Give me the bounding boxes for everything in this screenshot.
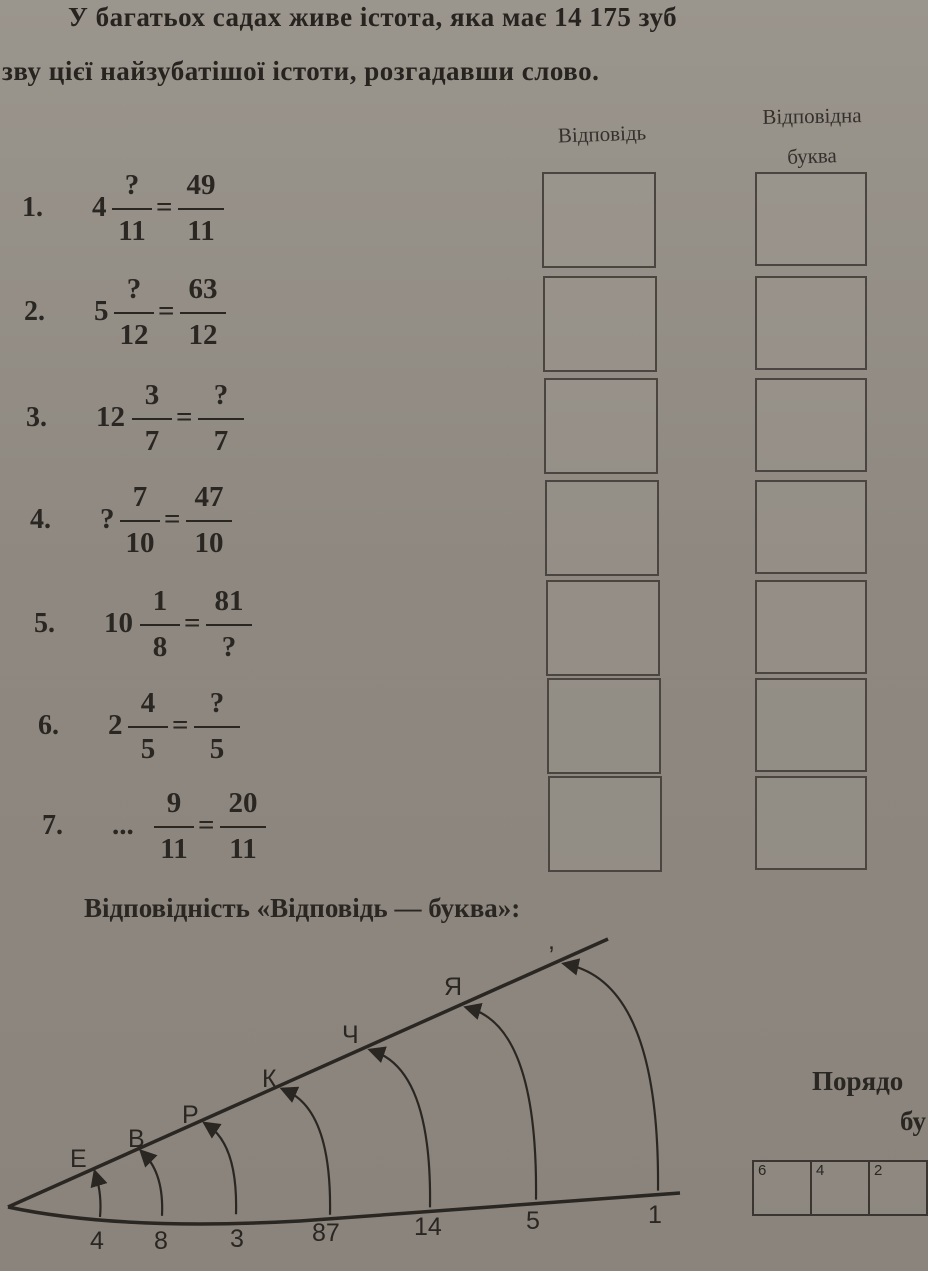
result-numerator: 20 bbox=[228, 787, 258, 819]
letter-label-5: Ч bbox=[342, 1021, 359, 1049]
letter-label-4: К bbox=[262, 1065, 277, 1093]
fraction-bar bbox=[220, 826, 266, 828]
letter-label-6: Я bbox=[444, 973, 463, 1001]
fraction-bar bbox=[206, 624, 252, 626]
equals-sign: = bbox=[164, 503, 181, 535]
problem-3 bbox=[0, 378, 320, 468]
answer-column-header: Відповідь bbox=[557, 120, 647, 148]
equals-sign: = bbox=[158, 295, 175, 327]
mixed-numerator: 3 bbox=[144, 379, 160, 411]
result-denominator: 11 bbox=[187, 215, 215, 247]
problem-number: 5. bbox=[34, 608, 55, 639]
result-numerator: 49 bbox=[186, 169, 216, 201]
answer-box-4[interactable] bbox=[545, 480, 659, 576]
mapping-arrow-6 bbox=[470, 1008, 536, 1199]
problem-number: 7. bbox=[42, 810, 63, 841]
number-label-6: 5 bbox=[526, 1207, 540, 1235]
number-label-5: 14 bbox=[414, 1213, 442, 1241]
fraction-bar bbox=[114, 312, 154, 314]
instruction-line-2: зву цієї найзубатішої істоти, розгадавши слово. bbox=[2, 56, 600, 86]
letter-box-6[interactable] bbox=[755, 678, 867, 772]
letter-label-3: Р bbox=[182, 1101, 199, 1129]
result-numerator: 47 bbox=[194, 481, 224, 513]
fraction-bar bbox=[140, 624, 180, 626]
fraction-bar bbox=[180, 312, 226, 314]
letter-box-4[interactable] bbox=[755, 480, 867, 574]
mixed-numerator: 1 bbox=[152, 585, 168, 617]
letter-box-3[interactable] bbox=[755, 378, 867, 472]
equals-sign: = bbox=[156, 191, 173, 223]
result-denominator: 12 bbox=[188, 319, 218, 351]
result-denominator: ? bbox=[221, 631, 237, 663]
problem-number: 2. bbox=[24, 296, 45, 327]
problem-number: 1. bbox=[22, 192, 43, 223]
mapping-arrow-7 bbox=[568, 965, 658, 1191]
equals-sign: = bbox=[184, 607, 201, 639]
number-label-4: 87 bbox=[312, 1219, 340, 1247]
answer-box-7[interactable] bbox=[548, 776, 662, 872]
order-cell-number: 6 bbox=[758, 1162, 767, 1179]
problem-2 bbox=[0, 272, 320, 362]
problem-number: 6. bbox=[38, 710, 59, 741]
mixed-whole: ? bbox=[100, 503, 115, 535]
fraction-bar bbox=[154, 826, 194, 828]
answer-box-2[interactable] bbox=[543, 276, 657, 372]
equals-sign: = bbox=[176, 401, 193, 433]
fraction-bar bbox=[194, 726, 240, 728]
mixed-denominator: 5 bbox=[140, 733, 156, 765]
mapping-arrow-5 bbox=[374, 1051, 430, 1207]
mixed-whole: 4 bbox=[92, 191, 107, 223]
mixed-denominator: 12 bbox=[119, 319, 149, 351]
answer-box-1[interactable] bbox=[542, 172, 656, 268]
letter-column-header-line-2: буква bbox=[786, 143, 838, 169]
answer-box-6[interactable] bbox=[547, 678, 661, 774]
order-cell-number: 4 bbox=[816, 1162, 825, 1179]
mixed-denominator: 11 bbox=[118, 215, 146, 247]
mixed-denominator: 11 bbox=[160, 833, 188, 865]
result-denominator: 11 bbox=[229, 833, 257, 865]
lower-ray bbox=[8, 1193, 680, 1224]
problem-number: 4. bbox=[30, 504, 51, 535]
order-label-line-2: бу bbox=[900, 1106, 926, 1136]
letter-box-5[interactable] bbox=[755, 580, 867, 674]
answer-box-3[interactable] bbox=[544, 378, 658, 474]
result-numerator: ? bbox=[209, 687, 225, 719]
result-numerator: ? bbox=[213, 379, 229, 411]
result-denominator: 10 bbox=[194, 527, 224, 559]
mapping-arrow-1 bbox=[96, 1175, 101, 1217]
letter-label-2: В bbox=[128, 1125, 145, 1153]
mixed-numerator: 7 bbox=[132, 481, 148, 513]
order-cell-3[interactable] bbox=[868, 1160, 928, 1216]
problem-1 bbox=[0, 168, 320, 258]
instruction-line-1: У багатьох садах живе істота, яка має 14 175 зуб bbox=[68, 2, 678, 32]
result-denominator: 5 bbox=[209, 733, 225, 765]
number-label-7: 1 bbox=[648, 1201, 662, 1229]
upper-ray bbox=[8, 939, 608, 1207]
letter-box-2[interactable] bbox=[755, 276, 867, 370]
letter-box-1[interactable] bbox=[755, 172, 867, 266]
problem-5 bbox=[0, 584, 320, 674]
mapping-arrow-3 bbox=[208, 1125, 236, 1214]
mixed-numerator: 9 bbox=[166, 787, 182, 819]
order-cell-number: 2 bbox=[874, 1162, 883, 1179]
letter-label-7: , bbox=[548, 931, 555, 955]
fraction-bar bbox=[120, 520, 160, 522]
problem-7 bbox=[0, 786, 320, 876]
mixed-numerator: 4 bbox=[140, 687, 156, 719]
mapping-arrow-4 bbox=[286, 1091, 330, 1215]
order-label-line-1: Порядо bbox=[812, 1066, 904, 1096]
mixed-whole: 10 bbox=[104, 607, 133, 639]
correspondence-diagram bbox=[0, 931, 700, 1271]
mixed-whole: ... bbox=[112, 809, 134, 841]
answer-box-5[interactable] bbox=[546, 580, 660, 676]
problem-6 bbox=[0, 686, 320, 776]
fraction-bar bbox=[132, 418, 172, 420]
mixed-denominator: 7 bbox=[144, 425, 160, 457]
mixed-whole: 12 bbox=[96, 401, 125, 433]
equals-sign: = bbox=[172, 709, 189, 741]
equals-sign: = bbox=[198, 809, 215, 841]
fraction-bar bbox=[128, 726, 168, 728]
result-denominator: 7 bbox=[213, 425, 229, 457]
number-label-2: 8 bbox=[154, 1227, 168, 1255]
number-label-1: 4 bbox=[90, 1227, 104, 1255]
mixed-whole: 2 bbox=[108, 709, 123, 741]
fraction-bar bbox=[112, 208, 152, 210]
mixed-whole: 5 bbox=[94, 295, 109, 327]
letter-box-7[interactable] bbox=[755, 776, 867, 870]
result-numerator: 63 bbox=[188, 273, 218, 305]
mixed-denominator: 10 bbox=[125, 527, 155, 559]
fraction-bar bbox=[186, 520, 232, 522]
order-cell-1[interactable] bbox=[752, 1160, 812, 1216]
mixed-numerator: ? bbox=[126, 273, 142, 305]
letter-column-header-line-1: Відповідна bbox=[762, 103, 862, 129]
correspondence-title: Відповідність «Відповідь — буква»: bbox=[84, 893, 521, 923]
mapping-arrow-2 bbox=[144, 1154, 162, 1216]
mixed-numerator: ? bbox=[124, 169, 140, 201]
mixed-denominator: 8 bbox=[152, 631, 168, 663]
fraction-bar bbox=[198, 418, 244, 420]
fraction-bar bbox=[178, 208, 224, 210]
problem-number: 3. bbox=[26, 402, 47, 433]
letter-label-1: Е bbox=[70, 1145, 87, 1173]
number-label-3: 3 bbox=[230, 1225, 244, 1253]
problem-4 bbox=[0, 480, 320, 570]
order-cell-2[interactable] bbox=[810, 1160, 870, 1216]
result-numerator: 81 bbox=[214, 585, 244, 617]
